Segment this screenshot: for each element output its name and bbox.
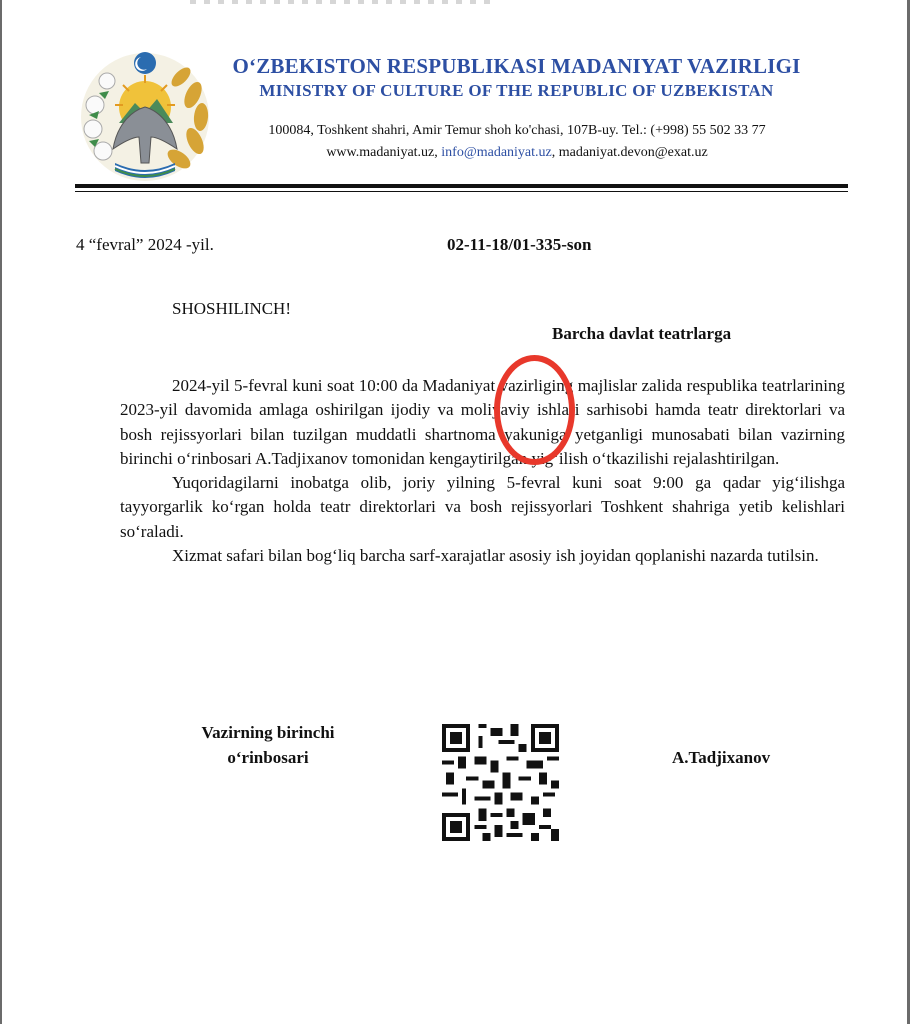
state-emblem-icon [75,45,215,185]
email-link[interactable]: info@madaniyat.uz [441,145,552,160]
urgent-label: SHOSHILINCH! [172,299,291,318]
page-border-left [0,0,2,1024]
exat-email-text: , madaniyat.devon@exat.uz [551,145,708,160]
ministry-name-en: MINISTRY OF CULTURE OF THE REPUBLIC OF UZBEKISTAN [259,81,774,100]
qr-code-icon [442,724,559,841]
signatory-name: A.Tadjixanov [672,748,771,767]
header-rule-thin [75,191,848,192]
website-text: www.madaniyat.uz, [326,145,438,160]
paragraph-3: Xizmat safari bilan bog‘liq barcha sarf-xarajatlar asosiy ish joyidan qoplanishi nazarda tutilsin. [172,546,819,566]
letter-body [120,374,845,568]
paragraph-1: 2024-yil 5-fevral kuni soat 10:00 da Madaniyat vazirliging majlislar zalida respublika teatrlarining 2023-yil davomida amlaga oshirilgan ijodiy va moliyaviy ishlari sarhisobi hamda teatr direktorlari va bosh rejissyorlari bilan tuzilgan muddatli shartnoma yakuniga yetganligi munosabati bilan vazirning birinchi o‘rinbosari A.Tadjixanov tomonidan kengaytirilgan yig‘ilish o‘tkazilishi rejalashtirilgan. [120,376,845,468]
signatory-title-line1: Vazirning birinchi [201,723,335,742]
header-rule-thick [75,184,848,188]
signatory-title-line2: o‘rinbosari [227,748,309,767]
ministry-address: 100084, Toshkent shahri, Amir Temur shoh ko'chasi, 107B-uy. Tel.: (+998) 55 502 33 77 [268,123,766,138]
signatory-title [160,720,376,770]
letter-number: 02-11-18/01-335-son [447,235,592,254]
ministry-name-uz: O‘ZBEKISTON RESPUBLIKASI MADANIYAT VAZIRLIGI [232,54,801,78]
ministry-contacts [212,145,822,161]
addressee: Barcha davlat teatrlarga [552,324,732,343]
cropped-top-text [190,0,490,6]
paragraph-2: Yuqoridagilarni inobatga olib, joriy yilning 5-fevral kuni soat 9:00 ga qadar yig‘ilishga tayyorgarlik ko‘rgan holda teatr direktorlari va bosh rejissyorlari Toshkent shahriga yetib kelishlari so‘raladi. [120,473,845,541]
letter-date: 4 “fevral” 2024 -yil. [76,235,214,254]
